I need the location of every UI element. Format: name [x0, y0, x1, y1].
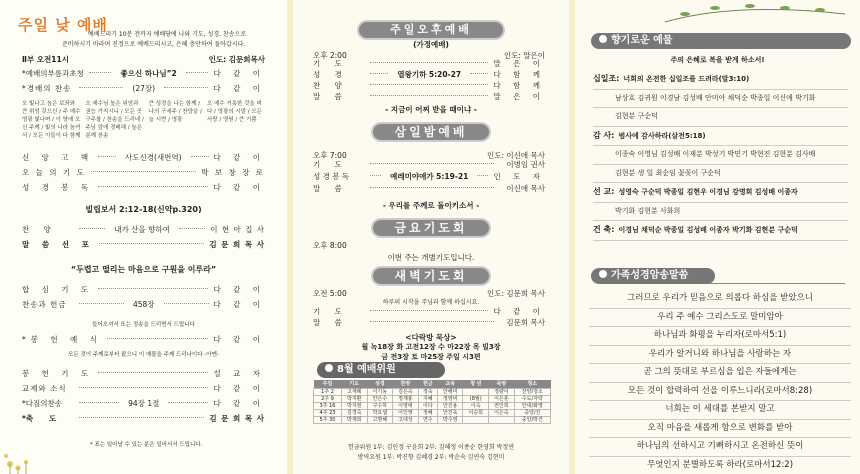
offering-item: [593, 90, 848, 109]
order-row: *경배의 찬송 (27장) 다 같 이: [22, 84, 265, 93]
offering-list: [593, 70, 848, 241]
offering-item-head: 선 교:: [593, 187, 615, 196]
dawn-leader: 인도: 김문희 목사: [486, 289, 545, 298]
intro-line-2: 준비하시기 바라며 진정으로 예배드리시고, 은혜 충만하여 돌아갑시다.: [62, 41, 246, 48]
worship-order-panel: [0, 0, 287, 474]
offering-item-text: 남상호 김귀원 이경남 김성배 안미아 채덕순 박종일 이신애 박기화: [615, 93, 816, 102]
leaf-decoration-icon: [575, 0, 860, 30]
offering-item-text: 이경님 채덕순 박종일 김성배 이종자 박기화 김현분 구순덕: [618, 226, 798, 234]
table-cell: 이옥: [463, 403, 489, 410]
table-cell: [463, 389, 489, 396]
offering-item: [593, 108, 848, 127]
friday-prayer-banner: 금요기도회: [373, 220, 489, 236]
table-cell: 구수하: [367, 403, 393, 410]
verse-line: 모든 것이 합력하여 선을 이루느니라(로마서8:28): [589, 383, 851, 402]
order-row: *예배의부름과초청 좋으신 하나님”2 다 같 이: [22, 69, 265, 78]
table-row: [314, 410, 551, 417]
table-cell: 지혜: [418, 396, 437, 403]
offering-item-text: 박기화 김현분 사화희: [615, 206, 681, 215]
offering-committee: 헌금위원 1부: 김인정 구윤희 2부: 김혜정 이종순 한영희 박정연: [347, 444, 515, 451]
offering-item: [593, 70, 848, 90]
order-row: *축 도 김 문 희 목 사: [22, 414, 265, 423]
table-header: 주일: [322, 381, 333, 387]
table-cell: 정량이: [489, 389, 515, 396]
table-cell: 정혜: [418, 410, 437, 417]
table-cell: 박수영: [437, 417, 463, 424]
service-time: Ⅱ부 오전11시: [22, 55, 69, 64]
pm-theme: - 지금이 어찌 받을 때이냐 -: [385, 105, 477, 114]
offering-item-head: 십일조:: [593, 74, 620, 83]
fri-time: 오후 8:00: [313, 241, 347, 250]
sermon-title: “두렵고 떨리는 마음으로 구원을 이루라”: [70, 265, 217, 274]
table-cell: 안진욱: [437, 410, 463, 417]
verse-line: 우리 주 예수 그리스도로 말미암아: [589, 309, 851, 328]
offering-item: [593, 127, 848, 147]
pm-leader: 인도: 말은이: [503, 51, 545, 60]
table-cell: 5주 30: [314, 417, 342, 424]
table-cell: 수도/자락: [514, 396, 550, 403]
wednesday-service-banner: 삼일밤예배: [373, 124, 489, 140]
table-cell: 안해미: [437, 389, 463, 396]
table-header: 헌금: [422, 381, 433, 387]
table-header: 찬양: [400, 381, 411, 387]
dawn-time: 오전 5:00: [313, 289, 347, 298]
fri-note: 이번 주는 개별기도입니다.: [387, 253, 475, 262]
table-cell: 이승희: [463, 410, 489, 417]
order-row: 성 경 봉 독 다 같 이: [22, 183, 265, 192]
order-row: *봉 헌 예 식 다 같 이: [22, 335, 265, 344]
order-row: 기 도 다 같 이: [313, 307, 545, 316]
verse-line: 그러므로 우리가 믿음으로 의롭다 하심을 받았으니: [589, 290, 851, 309]
table-cell: 박요셉: [367, 410, 393, 417]
table-row: [314, 389, 551, 396]
offering-item: [593, 183, 848, 203]
table-cell: 이다: [418, 403, 437, 410]
table-cell: 4주 23: [314, 410, 342, 417]
offering-item-text: 성영숙 구순덕 박종일 김현우 이경님 강명희 김성배 이종자: [618, 188, 798, 196]
table-header: 목양: [496, 381, 507, 387]
offering-header: 향기로운 예물: [591, 33, 851, 49]
table-cell: 이은훈: [489, 396, 515, 403]
order-row: *다짐의찬송 94장 1절 다 같 이: [22, 399, 265, 408]
offering-item-text: 김현분 구순덕: [615, 112, 658, 120]
table-row: [314, 417, 551, 424]
offering-item: [593, 165, 848, 184]
ev-time: 오후 7:00: [313, 151, 347, 160]
table-cell: 이은숙: [489, 410, 515, 417]
table-cell: 연수: [418, 417, 437, 424]
table-cell: 안진용: [437, 403, 463, 410]
offering-item-text: 범사에 감사하라(살전5:18): [618, 131, 706, 140]
offering-item-text: 너희의 온전한 십일조를 드려라(말3:10): [623, 75, 750, 83]
qt-title: <다락방 묵상>: [405, 333, 457, 342]
table-row: [314, 403, 551, 410]
afternoon-subtitle: (가정예배): [413, 40, 449, 49]
panel-title: 주일 낮 예배: [18, 16, 108, 34]
verse-line: 하나님의 선하시고 기뻐하시고 온전하신 뜻이: [589, 438, 851, 457]
order-row: 말 씀 김문희 목사: [313, 318, 545, 327]
committee-table: [313, 380, 551, 424]
verse-line: 우리가 알거니와 하나님을 사랑하는 자: [589, 346, 851, 365]
pm-time: 오후 2:00: [313, 51, 347, 60]
table-cell: 김은숙: [393, 389, 419, 396]
offering-subtitle: 주의 은혜로 복을 받게 하소서!: [670, 56, 765, 64]
committee-banner: 8월 예배위원: [317, 362, 445, 378]
table-cell: 고명혜: [367, 417, 393, 424]
dawn-prayer-banner: 새벽기도회: [373, 268, 489, 284]
offering-item: [593, 221, 848, 241]
table-cell: 고대성: [393, 417, 419, 424]
qt-line-2: 금 전3장 토 마25장 주일 시3편: [381, 353, 481, 361]
order-row: 성 경 열왕기하 5:20-27 다 함 께: [313, 70, 545, 79]
order-row: 합 심 기 도 다 같 이: [22, 285, 265, 294]
table-cell: 3주 16: [314, 403, 342, 410]
order-row: 기 도 이병임 권사: [313, 159, 545, 169]
footnote: * 표는 일어날 수 있는 분은 일어서서 드립니다.: [90, 442, 203, 448]
offering-item: [593, 203, 848, 222]
flower-decoration-icon: [0, 434, 70, 474]
table-cell: 박재희: [341, 417, 367, 424]
table-cell: 중앙/진: [514, 410, 550, 417]
order-row: 봉 헌 기 도 설 교 자: [22, 369, 265, 378]
verse-line: 곧 그의 뜻대로 부르심을 입은 자들에게는: [589, 364, 851, 383]
ev-theme: - 우리를 주께로 돌이키소서 -: [382, 201, 480, 210]
table-cell: 정재홍: [393, 396, 419, 403]
table-cell: 김경숙: [341, 410, 367, 417]
table-cell: 2주 9: [314, 396, 342, 403]
offering-item-text: 김현분 생 일 최순임 꽃꽂이 구순덕: [615, 168, 721, 177]
table-cell: 이인영: [393, 410, 419, 417]
afternoon-service-banner: 주일오후예배: [359, 22, 503, 38]
table-cell: 정숙: [418, 389, 437, 396]
table-cell: (8월): [463, 396, 489, 403]
order-row: 말 씀 선 포 김 문 희 목 사: [22, 240, 265, 249]
verse-header: 가족성경암송말씀: [591, 268, 715, 284]
dawn-note: 하루의 시작을 주님과 함께 하십시요.: [382, 299, 480, 306]
order-row: 교제와 소식 다 같 이: [22, 384, 265, 393]
offerings-panel: [575, 0, 860, 474]
intro-line-1: 예배드리기 10분 전까지 예배당에 나와 기도, 성경, 찬송으로: [88, 31, 247, 38]
safety-committee: 방역요원 1부: 박진향 김혜경 2부: 박순숙 김연숙 김현미: [357, 454, 505, 461]
order-row: 찬 양 내가 산을 향하여 이 현 아 집 사: [22, 225, 265, 234]
table-cell: 찬양/청소: [514, 389, 550, 396]
order-row: 말 씀 말 은 이: [313, 92, 545, 101]
qt-line-1: 월 녹18장 화 고전12장 수 마22장 목 빌3장: [361, 343, 501, 351]
table-cell: 정영비: [437, 396, 463, 403]
table-cell: 중앙/박건: [514, 417, 550, 424]
verse-line: 무엇인지 분별하도록 하라(로마서12:2): [589, 457, 851, 474]
table-row: [314, 396, 551, 403]
verse-line: 하나님과 화평을 누리자(로마서5:1): [589, 327, 851, 346]
weekly-services-panel: [293, 0, 569, 474]
order-row: 찬 양 다 함 께: [313, 81, 545, 90]
order-row: 기 도 말 은 이: [313, 59, 545, 68]
offering-note: 들어오셔서 또는 정송을 드리면서 드립니다: [92, 322, 195, 328]
ev-leader: 인도: 이신애 목사: [486, 151, 545, 160]
table-cell: 고재례: [341, 389, 367, 396]
verse-list: [589, 290, 851, 474]
table-cell: 이기동: [367, 389, 393, 396]
table-cell: [463, 417, 489, 424]
table-cell: 안대/화영: [514, 403, 550, 410]
table-header: 성경: [374, 381, 385, 387]
service-leader: 인도: 김문희목사: [208, 55, 265, 64]
table-header: 기도: [349, 381, 360, 387]
table-cell: 안은수: [367, 396, 393, 403]
order-row: 성 경 봉 독 예레미야애가 5:19-21 인 도 자: [313, 171, 545, 181]
scripture-reference: 빌립보서 2:12-18(신약p.320): [85, 205, 202, 214]
verse-line: 오직 마음을 새롭게 함으로 변화를 받아: [589, 420, 851, 439]
responsive-reading: 오 빛나고 높은 보좌와 큰 위엄 갖으신 / 주 예수 영광 빛나며 / 이 땅에 오신 주께 / 빛의 나라 높여서 / 모든 이들이 다 함께 오 예수님 높은 위엄과 권능 가지시니 / 모든 곳 구주를 / 찬송을 드리네 / 주님 앞에 경배해 / 높은 분께 찬송 큰 성경을 나는 함께 / 나의 구세주 / 찬양을 / 늘 시면 / 영광 오 예수 거룩한 것을 펴다 / 영광의 시말 / 모든 사랑 / 영원 / 큰 기쁨: [22, 101, 262, 139]
offering-item-head: 건 축:: [593, 225, 615, 234]
verse-line: 너희는 이 세대를 본받지 말고: [589, 401, 851, 420]
order-row: 말 씀 이신애 목사: [313, 183, 545, 193]
order-row: 신 앙 고 백 사도신경(새번역) 다 같 이: [22, 153, 266, 162]
table-header: 청소: [527, 381, 538, 387]
offering-item-head: 감 사:: [593, 130, 615, 140]
table-cell: 이영애: [393, 403, 419, 410]
table-cell: [489, 417, 515, 424]
table-cell: 권인희: [489, 403, 515, 410]
table-header: 청 년: [470, 381, 482, 387]
table-cell: 1주 2: [314, 389, 342, 396]
offering-prayer-note: 모든 것이 주께로부터 왔으니 이 예물을 주께 드리나이다 -아멘-: [68, 352, 219, 358]
table-header: 교육: [445, 381, 456, 387]
offering-item-text: 이종숙 이영님 김성배 이재분 박성기 박민기 박현진 김현분 김사배: [615, 150, 816, 158]
table-cell: 박지환: [341, 396, 367, 403]
verse-rule: [707, 283, 845, 284]
table-cell: 박지현: [341, 403, 367, 410]
order-row: 오 늘 의 기 도 박 보 창 장 로: [22, 168, 265, 177]
offering-item: [593, 146, 848, 165]
order-row: 찬송과 헌금 458장 다 같 이: [22, 300, 266, 309]
